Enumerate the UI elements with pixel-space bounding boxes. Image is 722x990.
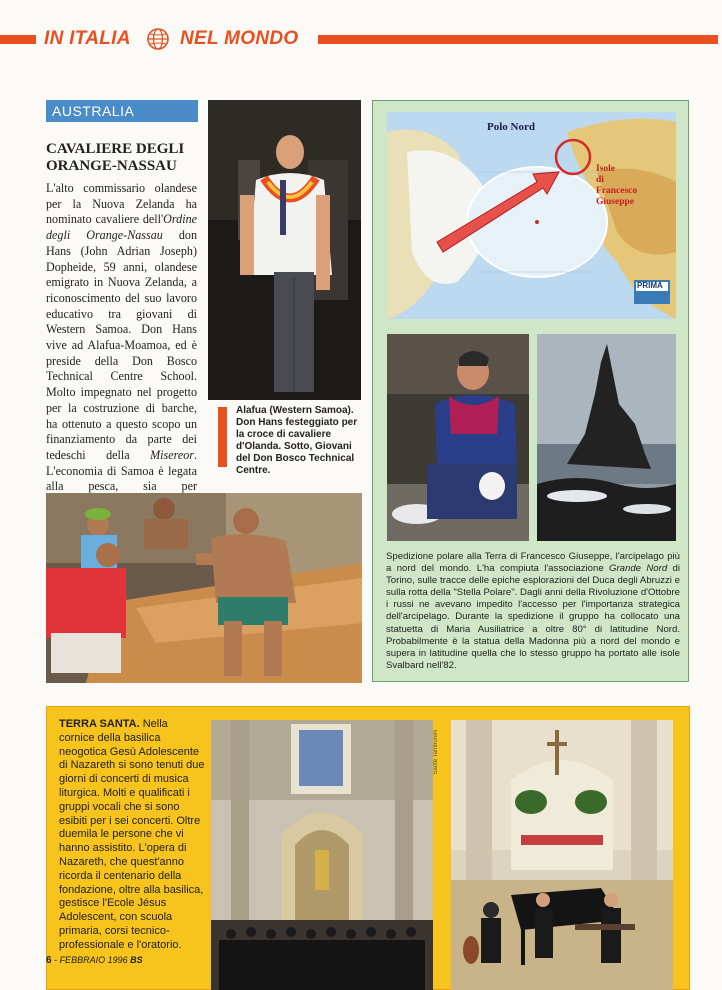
header-bar-left: [0, 35, 36, 44]
body-text: don Hans (John Adrian Joseph) Dopheide, 59 anni, olandese emigrato in Nuova Zelanda, a riconoscimento del suo lavoro educativo tra giovani di Western Samoa. Don Hans vive ad Alafua-Moamoa, ed è preside della Don Bosco Technical Centre School. Molto impegnato nel progetto per la costruzione di barche, ha ottenuto a questo scopo un finanziamento da parte dei tedeschi della: [46, 228, 197, 462]
page-footer: [46, 955, 143, 966]
photo-students: [46, 493, 362, 683]
map-logo: PRIMA: [637, 281, 663, 290]
caption-marker: [218, 407, 227, 467]
map-north-pole: [387, 112, 676, 319]
header-title-right: NEL MONDO: [180, 28, 299, 49]
footer-separator: -: [51, 955, 60, 965]
map-label-line: Francesco Giuseppe: [596, 186, 638, 207]
photo-basilica-choir: [211, 720, 433, 990]
header-bar-right: [318, 35, 718, 44]
photo-rock-island: [537, 334, 676, 541]
photo-explorer: [387, 334, 529, 541]
map-label-line: di: [596, 175, 604, 185]
header-title-left: IN ITALIA: [44, 28, 131, 49]
body-text: . L'economia di Samoa è legata alla pesca, sia per: [46, 447, 197, 494]
body-text: L'alto commissario olandese per la Nuova Zelanda ha nominato cavaliere dell': [46, 181, 197, 227]
terra-santa-body: Nella cornice della basilica neogotica Gesù Adolescente di Nazareth si sono tenuti due giorni di concerti di musica liturgica. Molti e qualificati i gruppi vocali che si sono esibiti per i sei concerti. Oltre duemila le persone che vi hanno assistito. L'opera di Nazareth, che quest'anno ricorda il centenario della fondazione, oltre alla basilica, gestisce l'Ecole Jésus Adolescent, con scuola primaria, corsi tecnico-professionale e l'oratorio.: [59, 718, 205, 951]
terra-santa-heading: TERRA SANTA.: [59, 718, 140, 730]
article-title: CAVALIERE DEGLI ORANGE-NASSAU: [46, 141, 185, 174]
map-title: Polo Nord: [487, 121, 535, 133]
section-header: [0, 28, 722, 50]
caption-text: di Torino, sulle tracce delle epiche esplorazioni del Duca degli Abruzzi e sulla rotta della "Stella Polare". Dagli anni della Rivoluzione d'Ottobre i russi ne avevano impedito l'accesso per l'importanza strategica dell'arcipelago. Durante la spedizione il gruppo ha collocato una statuetta di Maria Ausiliatrice a oltre 80° di latitudine Nord. Probabilmente è la statua della Madonna più a nord del mondo e supera in latitudine quella che lo stesso gruppo ha portato alle isole Svalbard nell'82.: [386, 563, 680, 671]
map-label-line: Isole: [596, 164, 615, 174]
photo-don-hans: [208, 100, 361, 400]
terra-santa-text: [59, 718, 206, 953]
page-number: 6: [46, 955, 52, 966]
photo-caption: [218, 405, 363, 477]
body-emphasis: Ordine degli Orange-Nassau: [46, 212, 197, 243]
caption-emphasis: Grande Nord: [609, 563, 668, 575]
globe-icon: [143, 27, 173, 51]
map-label: [596, 164, 672, 208]
issue-date: FEBBRAIO 1996: [59, 955, 128, 965]
magazine-name: BS: [127, 955, 143, 965]
caption-text: Alafua (Western Samoa). Don Hans festeggiato per la croce di cavaliere d'Olanda. Sotto, Giovani del Don Bosco Technical Centre.: [236, 405, 358, 476]
body-emphasis: Misereor: [150, 447, 194, 462]
caption-text: Spedizione polare alla Terra di Francesco Giuseppe, l'arcipelago più a nord del mondo. L'ha compiuta l'associazione: [386, 551, 680, 575]
section-label-australia: AUSTRALIA: [46, 100, 198, 122]
photo-concert-musicians: [451, 720, 673, 990]
photo-credit: Sante Tamburelli: [433, 730, 439, 775]
polar-caption: [386, 551, 680, 672]
article-body: [46, 181, 197, 542]
